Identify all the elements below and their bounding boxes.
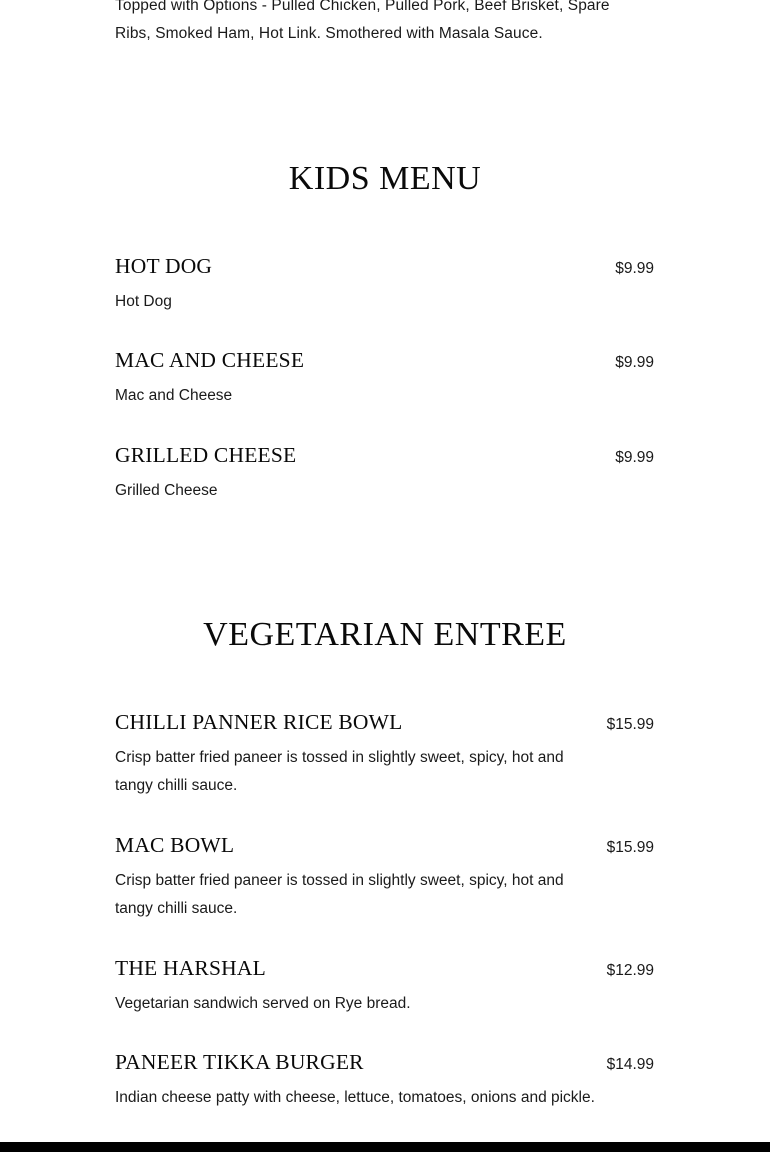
menu-item-description: Crisp batter fried paneer is tossed in slightly sweet, spicy, hot and tangy chilli sauce. (115, 872, 564, 917)
menu-item-name: GRILLED CHEESE (115, 443, 297, 467)
menu-item-name: MAC BOWL (115, 833, 235, 857)
menu-item-name: CHILLI PANNER RICE BOWL (115, 710, 403, 734)
menu-item-name: MAC AND CHEESE (115, 348, 305, 372)
menu-item-name: THE HARSHAL (115, 956, 266, 980)
menu-item-price: $12.99 (606, 962, 654, 979)
menu-item-price: $15.99 (606, 716, 654, 733)
menu-item (115, 956, 654, 1018)
menu-item-description: Mac and Cheese (115, 387, 233, 404)
menu-item-price: $9.99 (615, 260, 654, 277)
menu-item-description: Indian cheese patty with cheese, lettuce, tomatoes, onions and pickle. (115, 1089, 595, 1106)
menu-item (115, 710, 654, 800)
menu-item-description: Grilled Cheese (115, 482, 218, 499)
menu-item-name: HOT DOG (115, 254, 213, 278)
menu-item-price: $15.99 (606, 839, 654, 856)
menu-item-description: Vegetarian sandwich served on Rye bread. (115, 995, 411, 1012)
menu-item (115, 443, 654, 505)
menu-item (115, 254, 654, 316)
menu-item (115, 348, 654, 410)
section-title-kids-menu: KIDS MENU (288, 160, 482, 197)
menu-item-description: Crisp batter fried paneer is tossed in slightly sweet, spicy, hot and tangy chilli sauce. (115, 749, 564, 794)
menu-item (115, 833, 654, 923)
footer-bar (0, 1142, 770, 1152)
menu-item-price: $9.99 (615, 449, 654, 466)
menu-item (115, 1050, 654, 1112)
menu-item-description: Hot Dog (115, 293, 172, 310)
menu-item-price: $9.99 (615, 354, 654, 371)
previous-item-description: Topped with Options - Pulled Chicken, Pulled Pork, Beef Brisket, Spare Ribs, Smoked Ham, Hot Link. Smothered with Masala Sauce. (115, 0, 610, 42)
section-title-vegetarian-entree: VEGETARIAN ENTREE (203, 616, 567, 653)
menu-item-name: PANEER TIKKA BURGER (115, 1050, 364, 1074)
menu-item-price: $14.99 (606, 1056, 654, 1073)
